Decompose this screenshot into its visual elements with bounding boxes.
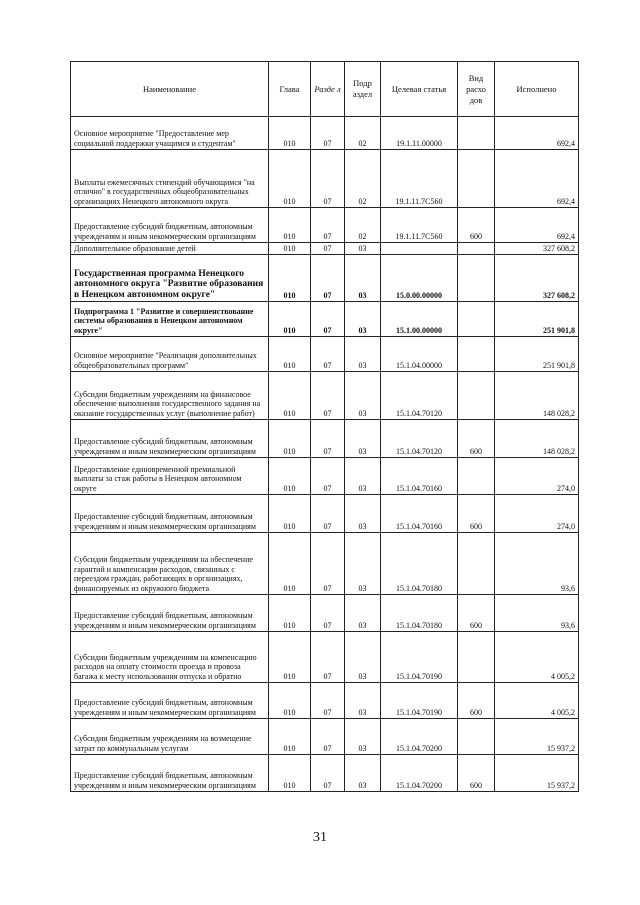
cell-section: 07 [311, 719, 345, 755]
cell-section: 07 [311, 302, 345, 337]
cell-name: Субсидии бюджетным учреждениям на обеспечение гарантий и компенсации расходов, связанных с переездом граждан, работающих в организациях, финансируемых из окружного бюджета [71, 533, 269, 595]
cell-name: Основное мероприятие "Предоставление мер социальной поддержки учащимся и студентам" [71, 117, 269, 150]
table-row [71, 337, 579, 372]
cell-section: 07 [311, 243, 345, 255]
cell-chapter: 010 [269, 595, 311, 632]
table-row [71, 420, 579, 458]
cell-target: 15.0.00.00000 [381, 255, 458, 302]
cell-section: 07 [311, 458, 345, 495]
table-row [71, 302, 579, 337]
cell-name: Подпрограмма 1 "Развитие и совершенствование системы образования в Ненецком автономном округе" [71, 302, 269, 337]
cell-section: 07 [311, 632, 345, 683]
cell-section: 07 [311, 755, 345, 792]
cell-name: Предоставление субсидий бюджетным, автономным учреждениям и иным некоммерческим организациям [71, 495, 269, 533]
cell-subsection: 03 [345, 372, 381, 420]
cell-expense-type: 600 [458, 755, 495, 792]
cell-subsection: 02 [345, 208, 381, 243]
table-row [71, 755, 579, 792]
cell-chapter: 010 [269, 533, 311, 595]
cell-expense-type: 600 [458, 495, 495, 533]
cell-executed: 692,4 [495, 150, 579, 208]
cell-target: 15.1.04.70120 [381, 372, 458, 420]
cell-name: Предоставление субсидий бюджетным, автономным учреждениям и иным некоммерческим организациям [71, 595, 269, 632]
cell-expense-type: 600 [458, 420, 495, 458]
cell-name: Выплаты ежемесячных стипендий обучающимся "на отлично" в государственных общеобразовательных организациях Ненецкого автономного округа [71, 150, 269, 208]
cell-section: 07 [311, 495, 345, 533]
header-chapter: Глава [269, 62, 311, 117]
cell-expense-type [458, 117, 495, 150]
cell-executed: 93,6 [495, 533, 579, 595]
cell-target: 15.1.04.70200 [381, 719, 458, 755]
cell-chapter: 010 [269, 755, 311, 792]
cell-subsection: 03 [345, 719, 381, 755]
cell-chapter: 010 [269, 243, 311, 255]
table-body [71, 117, 579, 792]
table-header-row [71, 62, 579, 117]
cell-target: 19.1.11.7С560 [381, 150, 458, 208]
table-row [71, 719, 579, 755]
cell-chapter: 010 [269, 255, 311, 302]
cell-executed: 274,0 [495, 495, 579, 533]
cell-target: 15.1.04.00000 [381, 337, 458, 372]
cell-executed: 251 901,8 [495, 302, 579, 337]
cell-name: Предоставление единовременной премиальной выплаты за стаж работы в Ненецком автономном округе [71, 458, 269, 495]
cell-subsection: 03 [345, 755, 381, 792]
cell-section: 07 [311, 255, 345, 302]
cell-name: Предоставление субсидий бюджетным, автономным учреждениям и иным некоммерческим организациям [71, 208, 269, 243]
cell-section: 07 [311, 595, 345, 632]
cell-executed: 148 028,2 [495, 420, 579, 458]
header-target: Целевая статья [381, 62, 458, 117]
cell-subsection: 03 [345, 595, 381, 632]
cell-executed: 692,4 [495, 208, 579, 243]
budget-table [70, 61, 579, 792]
cell-executed: 4 005,2 [495, 683, 579, 719]
cell-name: Субсидии бюджетным учреждениям на финансовое обеспечение выполнения государственного задания на оказание государственных услуг (выполнение работ) [71, 372, 269, 420]
cell-name: Субсидии бюджетным учреждениям на компенсацию расходов на оплату стоимости проезда и провоза багажа к месту использования отпуска и обратно [71, 632, 269, 683]
cell-section: 07 [311, 420, 345, 458]
cell-expense-type: 600 [458, 208, 495, 243]
table-row [71, 372, 579, 420]
cell-name: Основное мероприятие "Реализация дополнительных общеобразовательных программ" [71, 337, 269, 372]
cell-subsection: 02 [345, 150, 381, 208]
cell-expense-type [458, 255, 495, 302]
table-row [71, 683, 579, 719]
cell-executed: 4 005,2 [495, 632, 579, 683]
table-row [71, 595, 579, 632]
cell-executed: 327 608,2 [495, 255, 579, 302]
cell-chapter: 010 [269, 150, 311, 208]
cell-section: 07 [311, 208, 345, 243]
cell-chapter: 010 [269, 458, 311, 495]
cell-expense-type [458, 337, 495, 372]
cell-subsection: 03 [345, 495, 381, 533]
cell-expense-type [458, 243, 495, 255]
cell-expense-type [458, 719, 495, 755]
cell-section: 07 [311, 683, 345, 719]
cell-executed: 274,0 [495, 458, 579, 495]
header-name: Наименование [71, 62, 269, 117]
cell-name: Субсидии бюджетным учреждениям на возмещение затрат по коммунальным услугам [71, 719, 269, 755]
cell-executed: 93,6 [495, 595, 579, 632]
cell-expense-type [458, 150, 495, 208]
cell-name: Предоставление субсидий бюджетным, автономным учреждениям и иным некоммерческим организациям [71, 420, 269, 458]
cell-subsection: 03 [345, 243, 381, 255]
cell-subsection: 03 [345, 337, 381, 372]
cell-chapter: 010 [269, 337, 311, 372]
cell-subsection: 02 [345, 117, 381, 150]
cell-name: Дополнительное образование детей [71, 243, 269, 255]
table-row [71, 632, 579, 683]
cell-target: 15.1.04.70160 [381, 458, 458, 495]
table-row [71, 495, 579, 533]
header-executed: Исполнено [495, 62, 579, 117]
cell-executed: 15 937,2 [495, 719, 579, 755]
cell-chapter: 010 [269, 719, 311, 755]
cell-chapter: 010 [269, 683, 311, 719]
cell-subsection: 03 [345, 420, 381, 458]
cell-executed: 692,4 [495, 117, 579, 150]
page-number: 31 [313, 830, 327, 845]
cell-subsection: 03 [345, 458, 381, 495]
cell-expense-type [458, 302, 495, 337]
cell-expense-type [458, 632, 495, 683]
cell-target: 15.1.04.70180 [381, 533, 458, 595]
cell-target: 15.1.00.00000 [381, 302, 458, 337]
table-row [71, 533, 579, 595]
cell-target [381, 243, 458, 255]
cell-executed: 327 608,2 [495, 243, 579, 255]
header-expense-type: Вид расхо дов [458, 62, 495, 117]
table-row [71, 255, 579, 302]
cell-chapter: 010 [269, 495, 311, 533]
cell-target: 15.1.04.70190 [381, 683, 458, 719]
cell-expense-type [458, 533, 495, 595]
table-row [71, 458, 579, 495]
cell-executed: 148 028,2 [495, 372, 579, 420]
table-row [71, 208, 579, 243]
cell-expense-type [458, 372, 495, 420]
cell-target: 15.1.04.70180 [381, 595, 458, 632]
cell-chapter: 010 [269, 302, 311, 337]
cell-section: 07 [311, 150, 345, 208]
cell-subsection: 03 [345, 302, 381, 337]
cell-section: 07 [311, 533, 345, 595]
cell-chapter: 010 [269, 420, 311, 458]
cell-subsection: 03 [345, 255, 381, 302]
cell-target: 15.1.04.70200 [381, 755, 458, 792]
cell-target: 19.1.11.7С560 [381, 208, 458, 243]
table-row [71, 243, 579, 255]
cell-section: 07 [311, 337, 345, 372]
cell-target: 19.1.11.00000 [381, 117, 458, 150]
cell-chapter: 010 [269, 117, 311, 150]
cell-subsection: 03 [345, 533, 381, 595]
cell-section: 07 [311, 372, 345, 420]
cell-subsection: 03 [345, 683, 381, 719]
cell-chapter: 010 [269, 372, 311, 420]
table-row [71, 150, 579, 208]
table-row [71, 117, 579, 150]
cell-name: Государственная программа Ненецкого автономного округа "Развитие образования в Ненецком автономном округе" [71, 255, 269, 302]
cell-expense-type: 600 [458, 683, 495, 719]
header-section: Разде л [311, 62, 345, 117]
cell-name: Предоставление субсидий бюджетным, автономным учреждениям и иным некоммерческим организациям [71, 683, 269, 719]
cell-chapter: 010 [269, 208, 311, 243]
cell-subsection: 03 [345, 632, 381, 683]
cell-executed: 251 901,8 [495, 337, 579, 372]
header-subsection: Подр аздел [345, 62, 381, 117]
cell-target: 15.1.04.70120 [381, 420, 458, 458]
cell-section: 07 [311, 117, 345, 150]
cell-expense-type: 600 [458, 595, 495, 632]
cell-target: 15.1.04.70160 [381, 495, 458, 533]
cell-chapter: 010 [269, 632, 311, 683]
cell-expense-type [458, 458, 495, 495]
cell-name: Предоставление субсидий бюджетным, автономным учреждениям и иным некоммерческим организациям [71, 755, 269, 792]
cell-target: 15.1.04.70190 [381, 632, 458, 683]
cell-executed: 15 937,2 [495, 755, 579, 792]
